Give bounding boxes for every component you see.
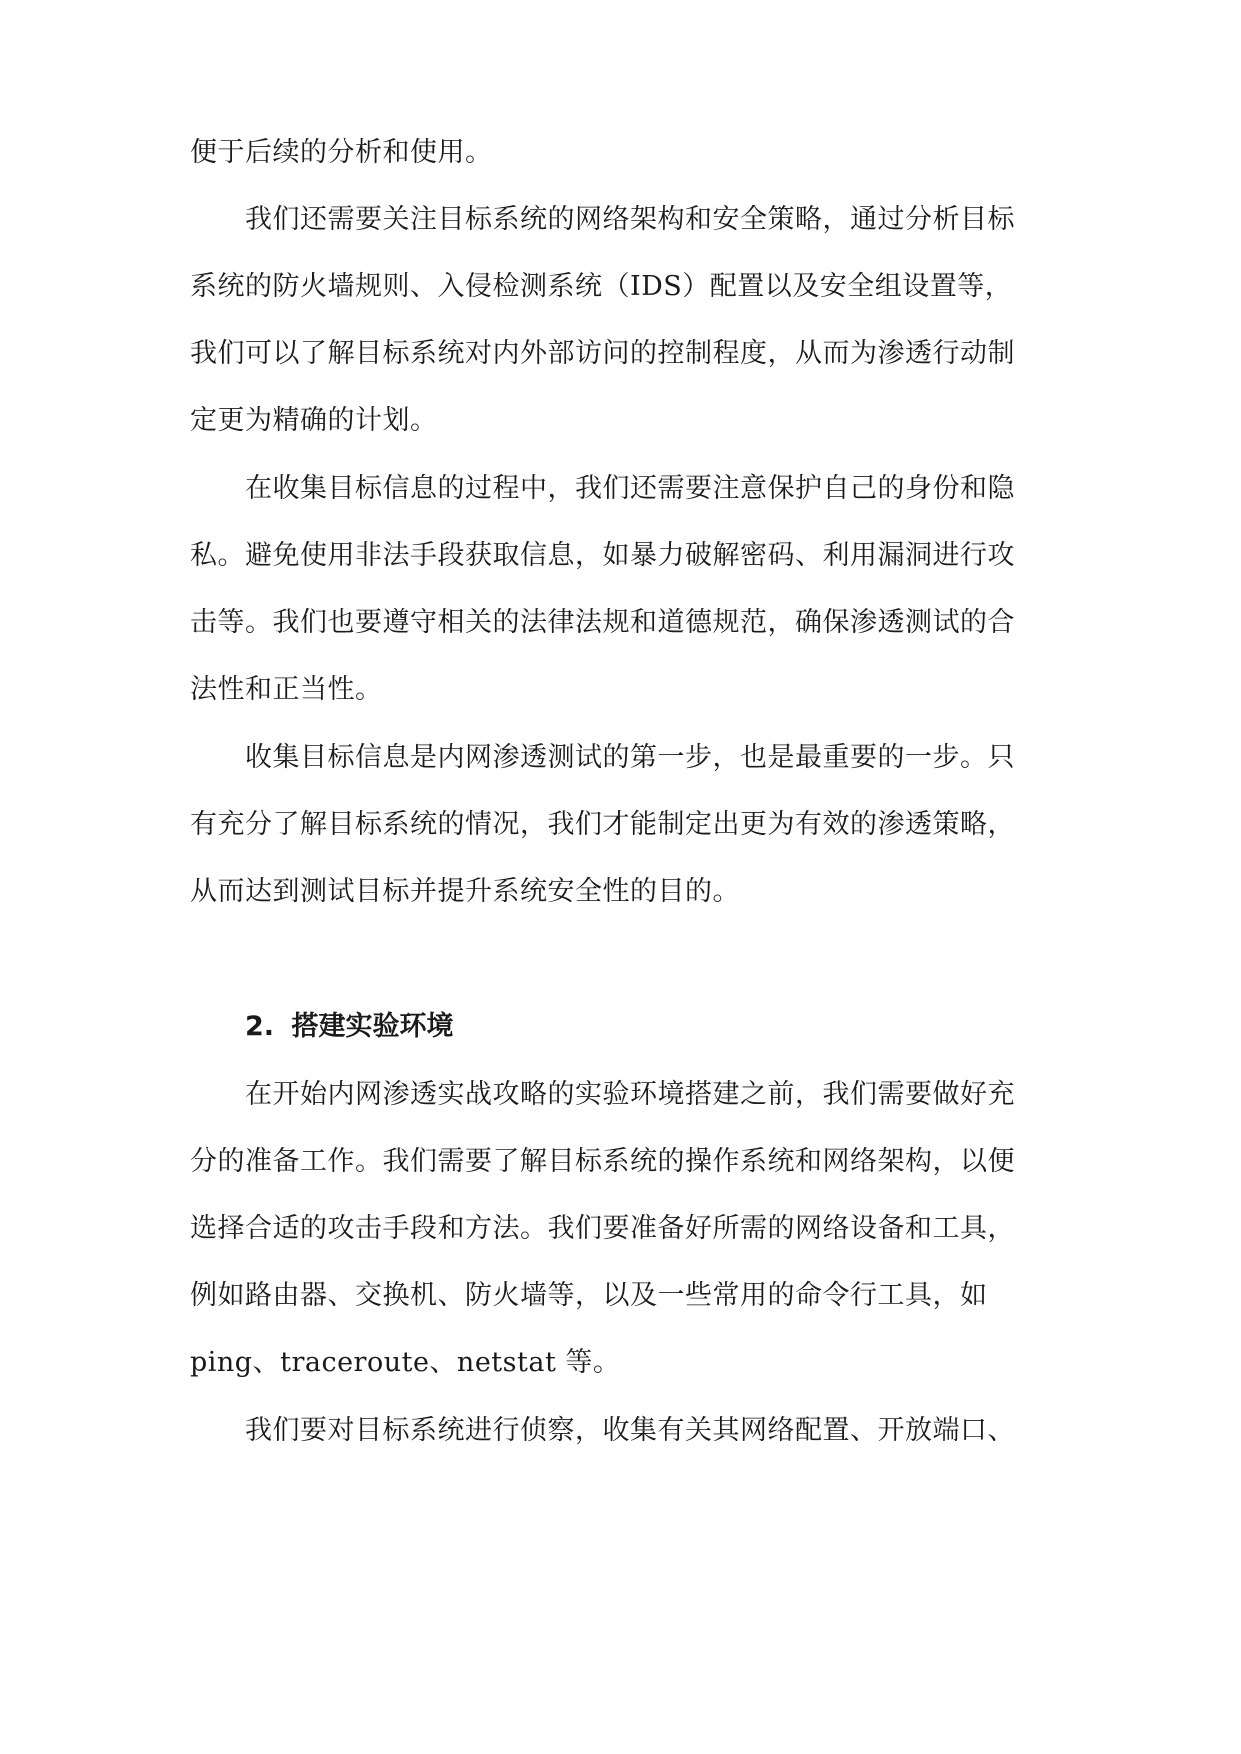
paragraph-line: 从而达到测试目标并提升系统安全性的目的。 — [190, 876, 740, 907]
paragraph-line: 私。避免使用非法手段获取信息，如暴力破解密码、利用漏洞进行攻 — [190, 540, 1015, 571]
paragraph-line: 在开始内网渗透实战攻略的实验环境搭建之前，我们需要做好充 — [245, 1079, 1015, 1110]
paragraph-line: 分的准备工作。我们需要了解目标系统的操作系统和网络架构，以便 — [190, 1146, 1015, 1177]
paragraph-line: ping、traceroute、netstat 等。 — [190, 1347, 621, 1378]
paragraph-line: 我们要对目标系统进行侦察，收集有关其网络配置、开放端口、 — [245, 1415, 1015, 1446]
paragraph-line: 选择合适的攻击手段和方法。我们要准备好所需的网络设备和工具， — [190, 1213, 1015, 1244]
heading-title: 搭建实验环境 — [291, 1011, 454, 1042]
paragraph-line: 系统的防火墙规则、入侵检测系统（IDS）配置以及安全组设置等， — [190, 271, 1013, 302]
heading-number: 2. — [245, 1011, 275, 1042]
paragraph-line: 在收集目标信息的过程中，我们还需要注意保护自己的身份和隐 — [245, 473, 1015, 504]
paragraph-line: 便于后续的分析和使用。 — [190, 137, 493, 168]
paragraph-line: 我们可以了解目标系统对内外部访问的控制程度，从而为渗透行动制 — [190, 338, 1015, 369]
section-heading — [245, 1007, 453, 1047]
paragraph-line: 法性和正当性。 — [190, 674, 383, 705]
paragraph-line: 击等。我们也要遵守相关的法律法规和道德规范，确保渗透测试的合 — [190, 607, 1015, 638]
paragraph-line: 我们还需要关注目标系统的网络架构和安全策略，通过分析目标 — [245, 204, 1015, 235]
paragraph-line: 例如路由器、交换机、防火墙等，以及一些常用的命令行工具，如 — [190, 1280, 988, 1311]
paragraph-line: 定更为精确的计划。 — [190, 405, 438, 436]
paragraph-line: 收集目标信息是内网渗透测试的第一步，也是最重要的一步。只 — [245, 742, 1015, 773]
paragraph-line: 有充分了解目标系统的情况，我们才能制定出更为有效的渗透策略， — [190, 809, 1015, 840]
